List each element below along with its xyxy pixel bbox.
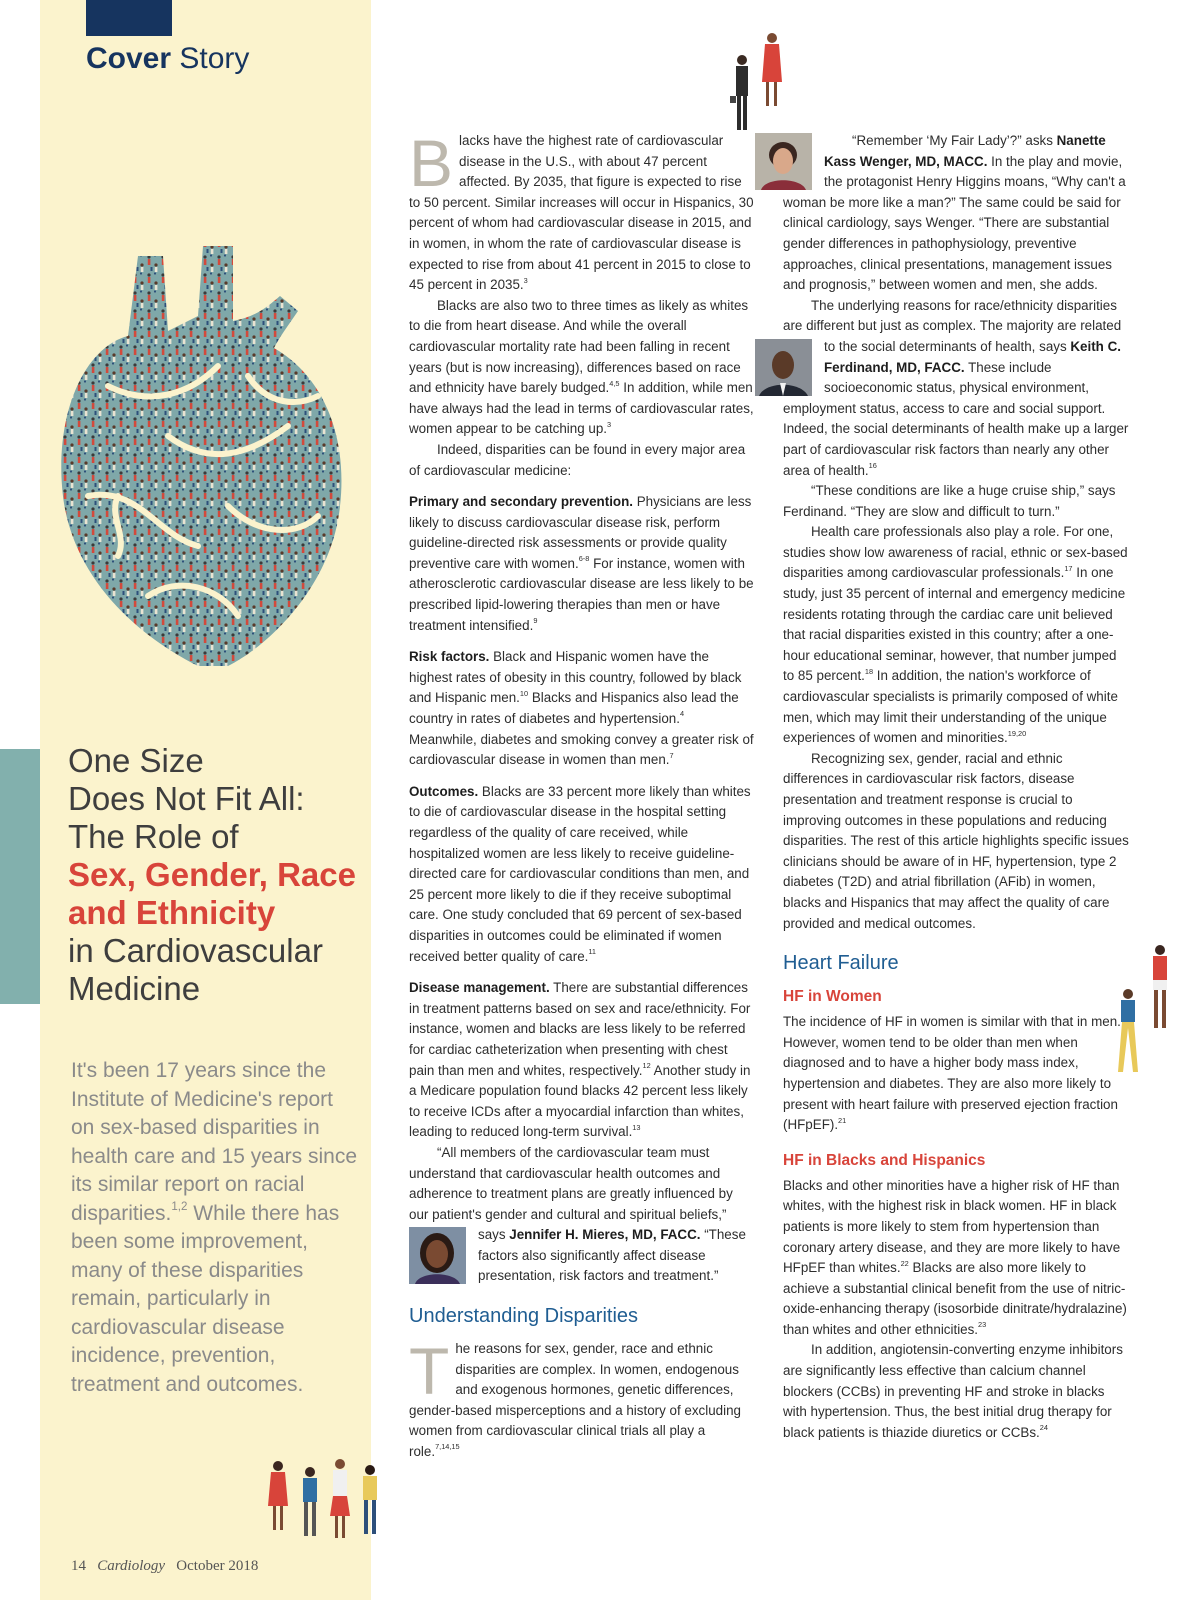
article-headline	[68, 742, 368, 1008]
paragraph: Indeed, disparities can be found in every major area of cardiovascular medicine:	[409, 441, 746, 478]
paragraph: Blacks have the highest rate of cardiovascular disease in the U.S., with about 47 percent affected. By 2035, that figure is expected to rise to 50 percent. Similar increases will occur in Hispanics, 30 percent of whom had cardiovascular disease in 2015, and in women, in whom the rate of cardiovascular disease is expected to rise from about 41 percent in 2015 to close to 45 percent in 2035.$^3$	[409, 126, 754, 293]
paragraph: “All members of the cardiovascular team must understand that cardiovascular health outcomes and adherence to treatment plans are greatly influenced by our patient's gender and cultural and spiritual beliefs,” says Jennifer H. Mieres, MD, FACC. “These factors also significantly affect disease presentation, risk factors and treatment.”	[409, 1144, 746, 1284]
body-column-2	[783, 131, 1130, 1443]
walking-people-icon	[728, 32, 788, 142]
section-label: Cover Story	[86, 42, 250, 75]
subsection-heading: HF in Women	[783, 988, 882, 1006]
paragraph: The incidence of HF in women is similar with that in men. However, women tend to be older than men when diagnosed and to have a higher body mass index, hypertension and diabetes. They are also more likely to present with heart failure with preserved ejection fraction (HFpEF).$^{21}$	[783, 1014, 1121, 1133]
body-column-1	[409, 126, 754, 1463]
heart-crowd-illustration	[48, 236, 354, 684]
headline-line: Medicine	[68, 970, 201, 1007]
paragraph: “Remember ‘My Fair Lady’?” asks Nanette Kass Wenger, MD, MACC. In the play and movie, the protagonist Henry Higgins moans, “Why can't a woman be more like a man?” The same could be said for clinical cardiology, says Wenger. “There are substantial gender differences in pathophysiology, preventive approaches, clinical presentations, management issues and prognosis,” between women and men, she adds.	[783, 131, 1130, 296]
headshot-photo	[755, 339, 812, 396]
article-deck: It's been 17 years since the Institute of Medicine's report on sex-based disparities in health care and 15 years since its similar report on racial disparities.$^{1,2}$ While there has been some improvement, many of these disparities remain, particularly in cardiovascular disease incidence, prevention, treatment and outcomes.	[71, 1059, 358, 1396]
headline-line: The Role of	[68, 818, 239, 855]
headline-accent-line: Sex, Gender, Race	[68, 856, 356, 893]
drop-cap: T	[409, 1334, 450, 1409]
headshot-photo	[409, 1227, 466, 1284]
headline-accent-line: and Ethnicity	[68, 894, 276, 931]
headline-line: in Cardiovascular	[68, 932, 323, 969]
paragraph: Health care professionals also play a role. For one, studies show low awareness of racial, ethnic or sex-based disparities among cardiovascular professionals.$^{17}$ In one study, just 35 percent of internal and emergency medicine residents rotating through the cardiac care unit believed that racial disparities existed in this country; after a one-hour educational seminar, however, that number jumped to 85 percent.$^{18}$ In addition, the nation's workforce of cardiovascular specialists is primarily composed of white men, which may limit their understanding of the unique experiences of women and minorities.$^{19,20}$	[783, 524, 1128, 746]
headline-line: Does Not Fit All:	[68, 780, 305, 817]
paragraph: Blacks and other minorities have a higher risk of HF than whites, with the highest risk in black women. HF in black patients is more likely to stem from hypertension than coronary artery disease, and they are more likely to have HFpEF than whites.$^{22}$ Blacks are also more likely to achieve a substantial clinical benefit from the use of nitric-oxide-enhancing therapy (isosorbide dinitrate/hydralazine) than whites and other ethnicities.$^{23}$	[783, 1177, 1127, 1337]
drop-cap: B	[409, 126, 454, 200]
paragraph: Risk factors. Black and Hispanic women have the highest rates of obesity in this country, followed by black and Hispanic men.$^{10}$ Blacks and Hispanics also lead the country in rates of diabetes and hypertension.$^4$ Meanwhile, diabetes and smoking convey a greater risk of cardiovascular disease in women than men.$^7$	[409, 649, 754, 768]
teal-accent-bar	[0, 749, 40, 1004]
section-heading: Heart Failure	[783, 952, 899, 975]
walking-woman-icon	[1108, 988, 1148, 1088]
paragraph: The underlying reasons for race/ethnicity disparities are different but just as complex. The majority are related to the social determinants of health, says Keith C. Ferdinand, MD, FACC. These include socioeconomic status, physical environment, employment status, access to care and social support. Indeed, the social determinants of health make up a larger part of cardiovascular risk factors than nearly any other area of health.$^{16}$	[783, 296, 1130, 481]
subsection-heading: HF in Blacks and Hispanics	[783, 1151, 986, 1169]
heart-illustration-svg	[48, 236, 354, 684]
headline-line: One Size	[68, 742, 204, 779]
paragraph: Outcomes. Blacks are 33 percent more likely than whites to die of cardiovascular disease in the hospital setting regardless of the quality of care received, while hospitalized women are less likely to receive guideline-directed care for cardiovascular conditions than men, and 25 percent more likely to die if they receive suboptimal care. One study concluded that 69 percent of sex-based disparities in outcomes could be eliminated if women received better quality of care.$^{11}$	[409, 783, 751, 964]
paragraph: “These conditions are like a huge cruise ship,” says Ferdinand. “They are slow and difficult to turn.”	[783, 483, 1116, 519]
section-heading: Understanding Disparities	[409, 1305, 639, 1328]
paragraph: In addition, angiotensin-converting enzyme inhibitors are significantly less effective than calcium channel blockers (CCBs) in preventing HF and stroke in blacks with hypertension. Thus, the best initial drug therapy for black patients is thiazide diuretics or CCBs.$^{24}$	[783, 1342, 1123, 1440]
page-folio: 14 Cardiology October 2018	[71, 1558, 259, 1574]
paragraph: Disease management. There are substantial differences in treatment patterns based on sex and race/ethnicity. For instance, women and blacks are less likely to be referred for cardiac catheterization when presenting with chest pain than men and whites, respectively.$^{12}$ Another study in a Medicare population found blacks 42 percent less likely to receive ICDs after a myocardial infarction than whites, leading to reduced long-term survival.$^{13}$	[409, 980, 751, 1140]
group-of-people-icon	[268, 1456, 388, 1556]
paragraph: The reasons for sex, gender, race and ethnic disparities are complex. In women, endogenous and exogenous hormones, genetic differences, gender-based misperceptions and a history of excluding women from cardiovascular clinical trials all play a role.$^{7,14,15}$	[409, 1334, 741, 1460]
paragraph: Recognizing sex, gender, racial and ethnic differences in cardiovascular risk factors, disease presentation and treatment response is crucial to improving outcomes in these populations and reducing disparities. The rest of this article highlights specific issues clinicians should be aware of in HF, hypertension, type 2 diabetes (T2D) and atrial fibrillation (AFib) in women, blacks and Hispanics that may affect the quality of care provided and medical outcomes.	[783, 750, 1129, 931]
paragraph: Blacks are also two to three times as likely as whites to die from heart disease. And while the overall cardiovascular mortality rate had been falling in recent years (but is now increasing), differences based on race and ethnicity have barely budged.$^{4,5}$ In addition, while men have always had the lead in terms of cardiovascular rates, women appear to be catching up.$^3$	[409, 297, 754, 437]
paragraph: Primary and secondary prevention. Physicians are less likely to discuss cardiovascular disease risk, perform guideline-directed risk assessments or provide quality preventive care with women.$^{6-8}$ For instance, women with atherosclerotic cardiovascular disease are less likely to be prescribed lipid-lowering therapies than men or have treatment intensified.$^9$	[409, 494, 754, 633]
section-tab	[86, 0, 172, 36]
